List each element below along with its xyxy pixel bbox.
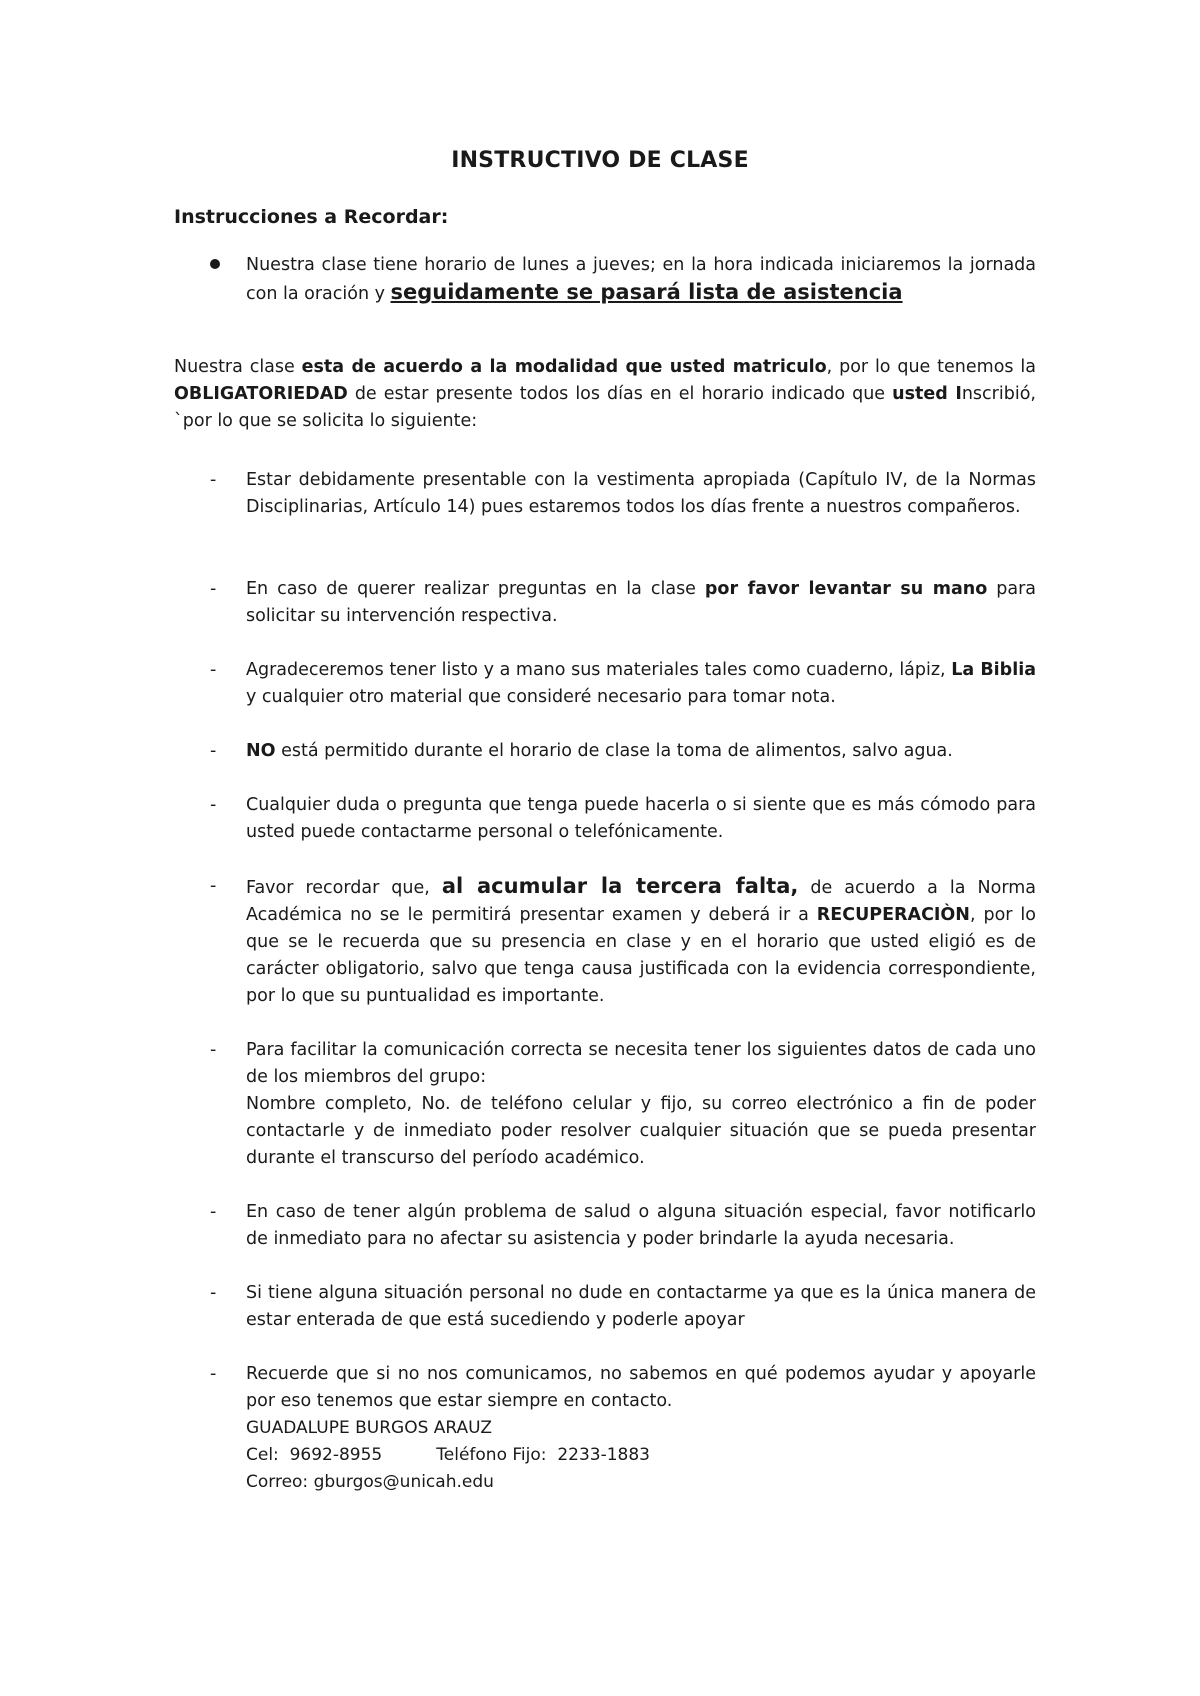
dash-marker: - xyxy=(210,1364,217,1384)
intro-text-4: nscribió, `por lo que se solicita lo siguiente: xyxy=(174,384,1036,431)
signature-email: Correo: gburgos@unicah.edu xyxy=(246,1472,494,1492)
list-item: Estar debidamente presentable con la vestimenta apropiada (Capítulo IV, de la Normas Disciplinarias, Artículo 14) pues estaremos todos los días frente a nuestros compañeros. xyxy=(246,470,1036,517)
item-bold: RECUPERACIÒN xyxy=(816,905,970,925)
item-text: Para facilitar la comunicación correcta se necesita tener los siguientes datos de cada uno de los miembros del grupo: xyxy=(246,1040,1036,1087)
dash-marker: - xyxy=(210,1040,217,1060)
bullet-dot-icon xyxy=(210,259,220,269)
item-bold: por favor levantar su mano xyxy=(704,579,988,599)
intro-text-2: , por lo que tenemos la xyxy=(826,357,1036,377)
signature-phones: Cel: 9692-8955 Teléfono Fijo: 2233-1883 xyxy=(246,1445,650,1465)
intro-paragraph xyxy=(174,354,1036,435)
bullet-paragraph xyxy=(246,252,1036,308)
dash-marker: - xyxy=(210,1202,217,1222)
item-text: Favor recordar que, xyxy=(246,878,442,898)
list-item: En caso de tener algún problema de salud o alguna situación especial, favor notificarlo de inmediato para no afectar su asistencia y poder brindarle la ayuda necesaria. xyxy=(246,1202,1036,1249)
list-item: Recuerde que si no nos comunicamos, no sabemos en qué podemos ayudar y apoyarle por eso tenemos que estar siempre en contacto. xyxy=(246,1364,1036,1411)
item-bold: NO xyxy=(246,741,276,761)
intro-bold-3: usted I xyxy=(892,384,962,404)
list-item xyxy=(246,657,1036,711)
list-item xyxy=(246,1037,1036,1172)
item-text: Agradeceremos tener listo y a mano sus materiales tales como cuaderno, lápiz, xyxy=(246,660,952,680)
dash-marker: - xyxy=(210,876,217,896)
dash-marker: - xyxy=(210,470,217,490)
list-item xyxy=(246,738,1036,765)
document-subtitle: Instrucciones a Recordar: xyxy=(174,206,449,228)
bullet-emphasis: seguidamente se pasará lista de asistencia xyxy=(390,280,903,304)
list-item: Si tiene alguna situación personal no dude en contactarme ya que es la única manera de estar enterada de que está sucediendo y poderle apoyar xyxy=(246,1283,1036,1330)
signature-name: GUADALUPE BURGOS ARAUZ xyxy=(246,1418,492,1438)
item-text: está permitido durante el horario de clase la toma de alimentos, salvo agua. xyxy=(275,741,953,761)
intro-bold-2: OBLIGATORIEDAD xyxy=(174,384,348,404)
item-text: , por lo que se le recuerda que su presencia en clase y en el horario que usted eligió es de carácter obligatorio, salvo que tenga causa justificada con la evidencia correspondiente, por lo que su puntualidad es importante. xyxy=(246,905,1036,1006)
intro-text-1: Nuestra clase xyxy=(174,357,302,377)
list-item: Cualquier duda o pregunta que tenga puede hacerla o si siente que es más cómodo para usted puede contactarme personal o telefónicamente. xyxy=(246,795,1036,842)
dash-marker: - xyxy=(210,741,217,761)
dash-marker: - xyxy=(210,795,217,815)
item-text: de acuerdo a la Norma Académica no se le permitirá presentar examen y deberá ir a xyxy=(246,878,1036,925)
intro-text-3: de estar presente todos los días en el horario indicado que xyxy=(347,384,893,404)
list-item xyxy=(246,576,1036,630)
item-text: y cualquier otro material que consideré necesario para tomar nota. xyxy=(246,687,836,707)
item-text: para solicitar su intervención respectiva. xyxy=(246,579,1036,626)
dash-marker: - xyxy=(210,579,217,599)
dash-marker: - xyxy=(210,660,217,680)
item-text: En caso de querer realizar preguntas en la clase xyxy=(246,579,705,599)
item-text: Nombre completo, No. de teléfono celular y fijo, su correo electrónico a fin de poder contactarle y de inmediato poder resolver cualquier situación que se pueda presentar durante el transcurso del período académico. xyxy=(246,1094,1036,1168)
item-emphasis: al acumular la tercera falta, xyxy=(441,874,799,898)
document-title: INSTRUCTIVO DE CLASE xyxy=(451,148,749,173)
dash-marker: - xyxy=(210,1283,217,1303)
item-bold: La Biblia xyxy=(951,660,1036,680)
bullet-text: Nuestra clase tiene horario de lunes a jueves; en la hora indicada iniciaremos la jornada con la oración y xyxy=(246,255,1036,304)
list-item xyxy=(246,873,1036,1010)
intro-bold-1: esta de acuerdo a la modalidad que usted matriculo xyxy=(301,357,827,377)
